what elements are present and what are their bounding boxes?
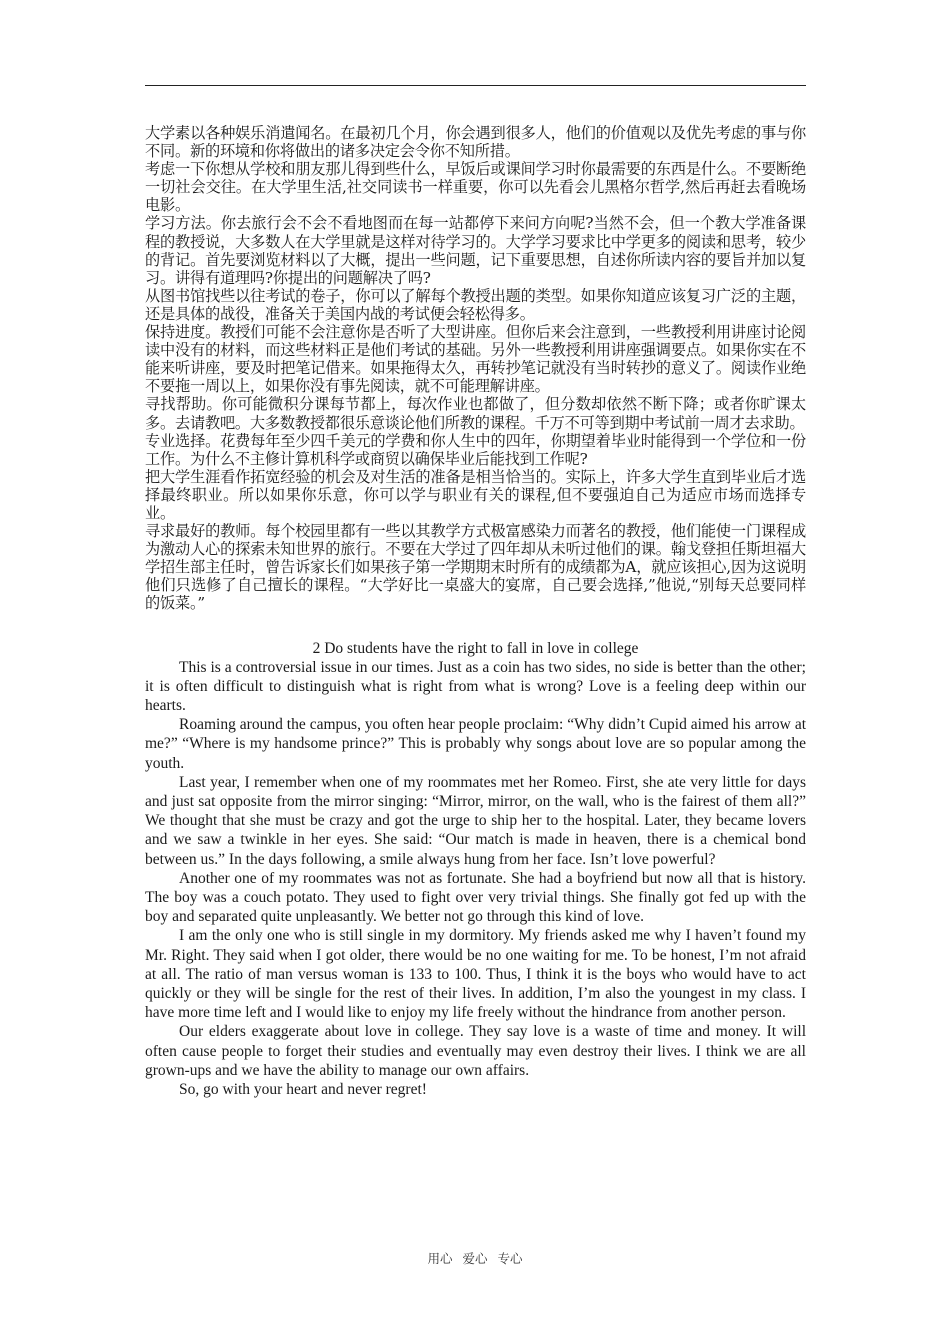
chinese-paragraph: 寻求最好的教师。每个校园里都有一些以其教学方式极富感染力而著名的教授，他们能使一门课程成为激动人心的探索未知世界的旅行。不要在大学过了四年却从未听过他们的课。翰戈登担任斯坦福大学招生部主任时，曾告诉家长们如果孩子第一学期期末时所有的成绩都为A，就应该担心,因为这说明他们只选修了自己擅长的课程。“大学好比一桌盛大的宴席，自己要会选择,”他说,“别每天总要同样的饭菜。” (145, 522, 806, 613)
chinese-paragraph: 考虑一下你想从学校和朋友那儿得到些什么，早饭后或课间学习时你最需要的东西是什么。不要断绝一切社会交往。在大学里生活,社交同读书一样重要，你可以先看会儿黑格尔哲学,然后再赶去看晚场电影。 (145, 160, 806, 215)
chinese-paragraph: 大学素以各种娱乐消遣闻名。在最初几个月，你会遇到很多人，他们的价值观以及优先考虑的事与你不同。新的环境和你将做出的诸多决定会令你不知所措。 (145, 124, 806, 161)
page-footer: 用心 爱心 专心 (427, 1251, 523, 1266)
essay-paragraph: Our elders exaggerate about love in college. They say love is a waste of time and money. It will often cause people to forget their studies and eventually may even destroy their lives. I think we are all grown-ups and we have the ability to manage our own affairs. (145, 1023, 806, 1079)
chinese-section (145, 124, 806, 613)
chinese-paragraph: 保持进度。教授们可能不会注意你是否听了大型讲座。但你后来会注意到，一些教授利用讲座讨论阅读中没有的材料，而这些材料正是他们考试的基础。另外一些教授利用讲座强调要点。如果你实在不能来听讲座，要及时把笔记借来。如果拖得太久，再转抄笔记就没有当时转抄的意义了。阅读作业绝不要拖一周以上，如果你没有事先阅读，就不可能理解讲座。 (145, 323, 806, 396)
essay-section (145, 658, 806, 1100)
essay-paragraph: I am the only one who is still single in my dormitory. My friends asked me why I haven’t found my Mr. Right. They said when I got older, there would be no one waiting for me. To be honest, I’m not afraid at all. The ratio of man versus woman is 133 to 100. Thus, I think it is the boys who would have to act quickly or they will be single for the rest of their lives. In addition, I’m also the youngest in my class. I have more time left and I would like to enjoy my life freely without the hindrance from another person. (145, 927, 806, 1022)
essay-paragraph: Another one of my roommates was not as fortunate. She had a boyfriend but now all that is history. The boy was a couch potato. They used to fight over very trivial things. She finally got fed up with the boy and separated quite unpleasantly. We better not go through this kind of love. (145, 869, 806, 926)
chinese-paragraph: 把大学生涯看作拓宽经验的机会及对生活的准备是相当恰当的。实际上，许多大学生直到毕业后才选择最终职业。所以如果你乐意，你可以学与职业有关的课程,但不要强迫自己为适应市场而选择专业。 (145, 467, 806, 522)
chinese-paragraph: 专业选择。花费每年至少四千美元的学费和你人生中的四年，你期望着毕业时能得到一个学位和一份工作。为什么不主修计算机科学或商贸以确保毕业后能找到工作呢? (145, 431, 806, 468)
essay-paragraph: So, go with your heart and never regret! (179, 1081, 427, 1098)
essay-paragraph: Roaming around the campus, you often hear people proclaim: “Why didn’t Cupid aimed his arrow at me?” “Where is my handsome prince?” This is probably why songs about love are so popular among the youth. (145, 716, 806, 772)
chinese-paragraph: 学习方法。你去旅行会不会不看地图而在每一站都停下来问方向呢?当然不会，但一个教大学准备课程的教授说，大多数人在大学里就是这样对待学习的。大学学习要求比中学更多的阅读和思考，较少的背记。首先要浏览材料以了大概，提出一些问题，记下重要思想，自述你所读内容的要旨并加以复习。讲得有道理吗?你提出的问题解决了吗? (145, 214, 806, 287)
header-rule (145, 85, 806, 86)
page-body (145, 124, 806, 1099)
chinese-paragraph: 寻找帮助。你可能微积分课每节都上，每次作业也都做了，但分数却依然不断下降；或者你旷课太多。去请教吧。大多数教授都很乐意谈论他们所教的课程。千万不可等到期中考试前一周才去求助。 (145, 395, 806, 432)
essay-title: 2 Do students have the right to fall in love in college (312, 639, 639, 657)
chinese-paragraph: 从图书馆找些以往考试的卷子，你可以了解每个教授出题的类型。如果你知道应该复习广泛的主题，还是具体的战役，准备关于美国内战的考试便会轻松得多。 (145, 286, 806, 323)
essay-paragraph: This is a controversial issue in our times. Just as a coin has two sides, no side is better than the other; it is often difficult to distinguish what is right from what is wrong? Love is a feeling deep within our hearts. (145, 658, 806, 714)
essay-paragraph: Last year, I remember when one of my roommates met her Romeo. First, she ate very little for days and just sat opposite from the mirror singing: “Mirror, mirror, on the wall, who is the fairest of them all?” We thought that she must be crazy and got the urge to ship her to the hospital. Later, they became lovers and we saw a twinkle in her eyes. She said: “Our match is made in heaven, there is a chemical bond between us.” In the days following, a smile always hung from her face. Isn’t love powerful? (145, 773, 806, 868)
